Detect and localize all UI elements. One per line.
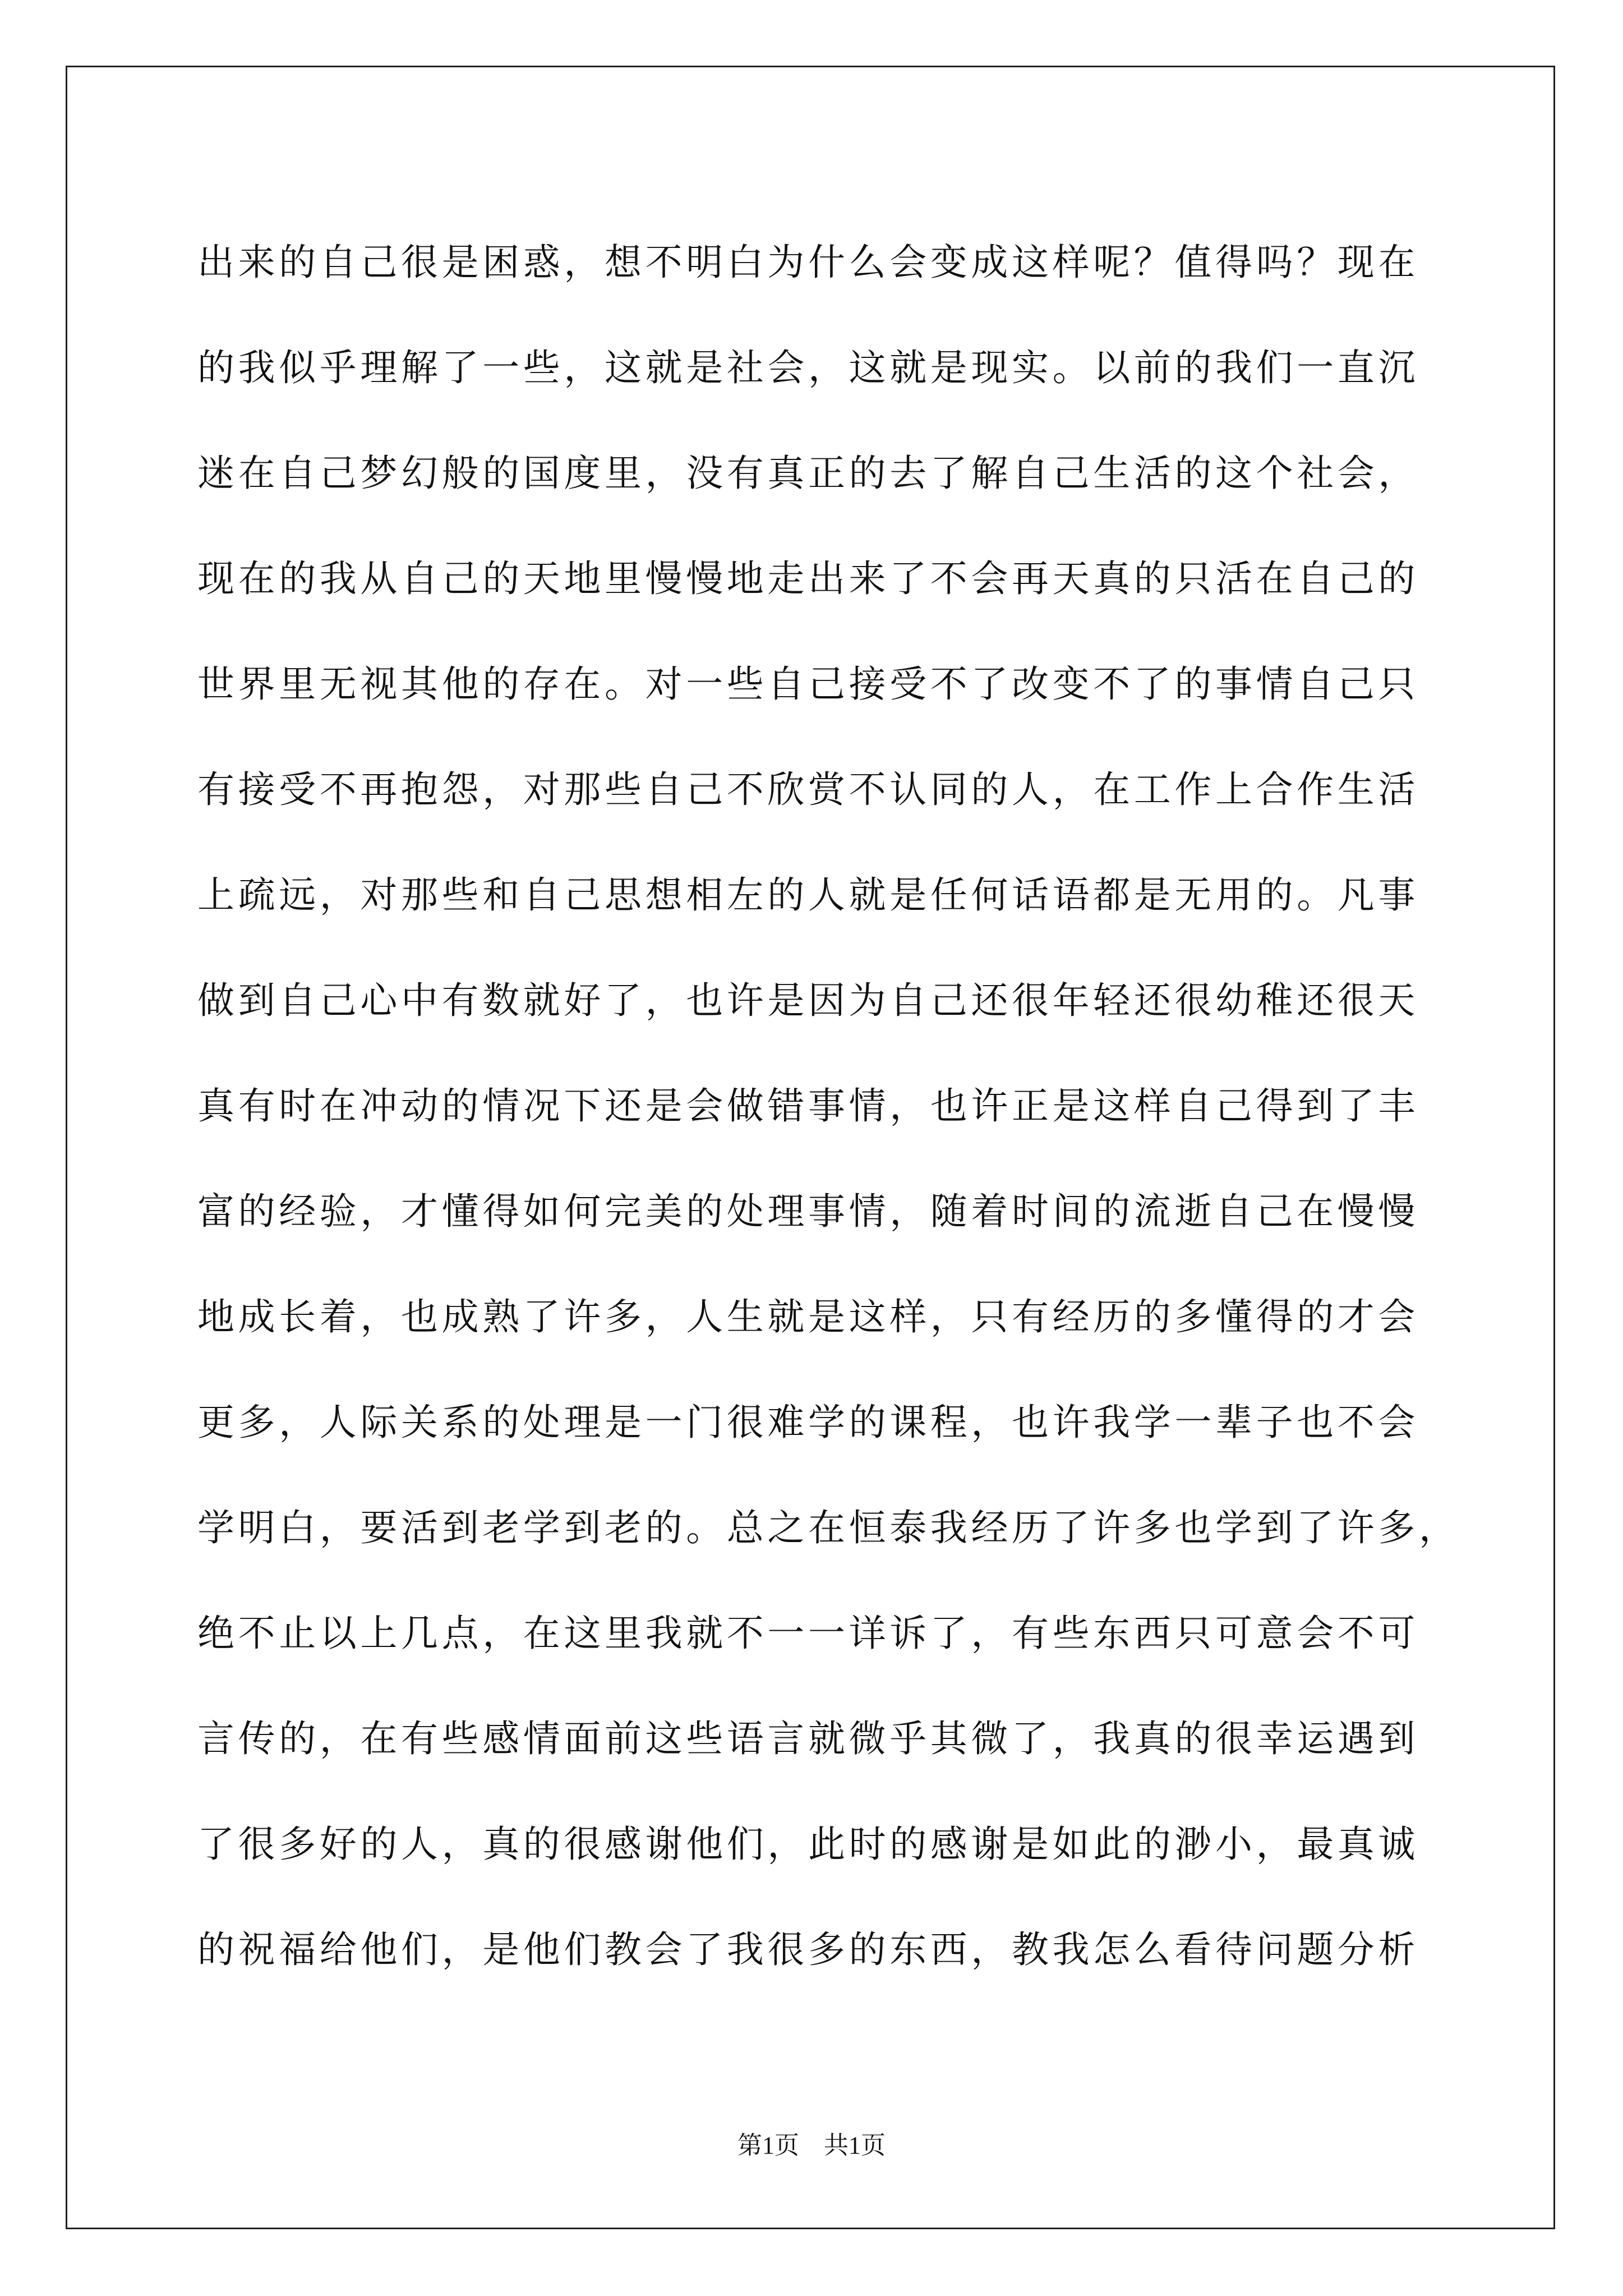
text-line-5: 世界里无视其他的存在。对一些自己接受不了改变不了的事情自己只 — [197, 662, 1419, 706]
body-text — [197, 210, 1460, 2003]
page-footer — [0, 2129, 1623, 2162]
text-line-10: 富的经验，才懂得如何完美的处理事情，随着时间的流逝自己在慢慢 — [197, 1190, 1419, 1233]
text-line-13: 学明白，要活到老学到老的。总之在恒泰我经历了许多也学到了许多， — [197, 1506, 1460, 1549]
text-line-15: 言传的，在有些感情面前这些语言就微乎其微了，我真的很幸运遇到 — [197, 1717, 1419, 1760]
text-line-1: 出来的自己很是困惑，想不明白为什么会变成这样呢？值得吗？现在 — [197, 241, 1419, 284]
text-line-14: 绝不止以上几点，在这里我就不一一详诉了，有些东西只可意会不可 — [197, 1612, 1419, 1655]
text-line-4: 现在的我从自己的天地里慢慢地走出来了不会再天真的只活在自己的 — [197, 557, 1419, 600]
text-line-8: 做到自己心中有数就好了，也许是因为自己还很年轻还很幼稚还很天 — [197, 979, 1419, 1022]
text-line-11: 地成长着，也成熟了许多，人生就是这样，只有经历的多懂得的才会 — [197, 1295, 1419, 1338]
text-line-6: 有接受不再抱怨，对那些自己不欣赏不认同的人，在工作上合作生活 — [197, 768, 1419, 811]
text-line-3: 迷在自己梦幻般的国度里，没有真正的去了解自己生活的这个社会， — [197, 452, 1419, 495]
page-total: 共1页 — [824, 2132, 886, 2159]
text-line-17: 的祝福给他们，是他们教会了我很多的东西，教我怎么看待问题分析 — [197, 1928, 1419, 1971]
text-line-7: 上疏远，对那些和自己思想相左的人就是任何话语都是无用的。凡事 — [197, 873, 1419, 917]
text-line-12: 更多，人际关系的处理是一门很难学的课程，也许我学一辈子也不会 — [197, 1401, 1419, 1444]
text-line-16: 了很多好的人，真的很感谢他们，此时的感谢是如此的渺小，最真诚 — [197, 1823, 1419, 1866]
page-number: 第1页 — [737, 2132, 799, 2159]
text-line-9: 真有时在冲动的情况下还是会做错事情，也许正是这样自己得到了丰 — [197, 1084, 1419, 1128]
text-line-2: 的我似乎理解了一些，这就是社会，这就是现实。以前的我们一直沉 — [197, 346, 1419, 389]
